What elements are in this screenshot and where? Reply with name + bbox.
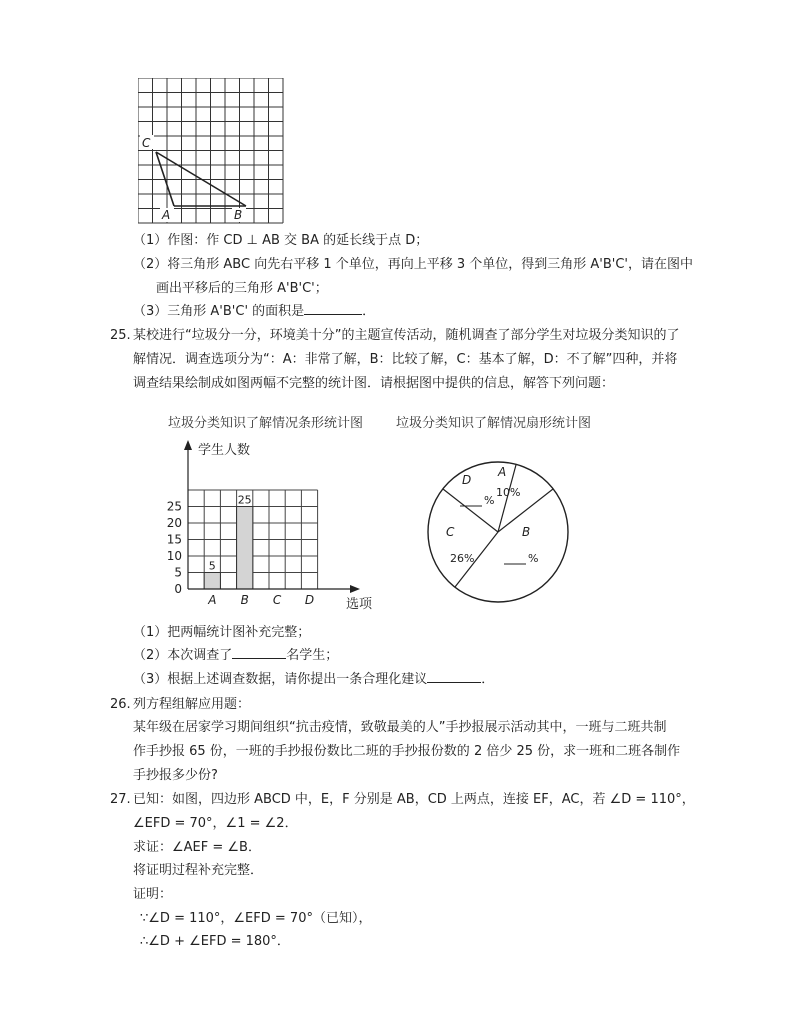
x-tick-label: B: [240, 593, 249, 607]
q25-line1: 某校进行“垃圾分一分，环境美十分”的主题宣传活动，随机调查了部分学生对垃圾分类知识的了: [133, 328, 680, 343]
pie-slice-label-d: D: [462, 473, 472, 487]
q25-sub3: [133, 671, 494, 689]
q27-line3: 求证：∠AEF = ∠B．: [133, 840, 261, 855]
bar-b: [237, 507, 253, 590]
y-tick-label: 5: [174, 565, 182, 580]
q26-line1: 某年级在居家学习期间组织“抗击疫情，致敬最美的人”手抄报展示活动其中，一班与二班共制: [133, 720, 667, 735]
bar-chart-title: 垃圾分类知识了解情况条形统计图: [168, 416, 364, 431]
bar-chart: [158, 408, 388, 614]
q25-sub3-pre: （3）根据上述调查数据，请你提出一条合理化建议: [133, 672, 428, 687]
q24-item2-line2: 画出平移后的三角形 A'B'C'；: [156, 281, 328, 296]
q26-title: 列方程组解应用题：: [133, 697, 251, 712]
x-tick-label: D: [304, 593, 315, 607]
grid-figure: [138, 78, 288, 228]
pie-slice-label-c: C: [446, 525, 455, 539]
q25-sub3-post: ．: [481, 672, 495, 687]
q26-line3: 手抄报多少份?: [133, 768, 218, 783]
q25-sub2-pre: （2）本次调查了: [133, 648, 233, 663]
bar-a: [204, 573, 220, 590]
y-tick-label: 15: [166, 532, 182, 547]
x-axis-label: 选项: [346, 597, 373, 612]
q24-item1: （1）作图：作 CD ⊥ AB 交 BA 的延长线于点 D；: [133, 233, 429, 248]
pie-slice-label-a: A: [498, 465, 507, 479]
q24-item3: [133, 303, 375, 321]
q24-item3-text: （3）三角形 A'B'C' 的面积是: [133, 304, 305, 319]
q26-line2: 作手抄报 65 份，一班的手抄报份数比二班的手抄报份数的 2 倍少 25 份，求一班和二班各制作: [133, 744, 681, 759]
q25-sub2-post: 名学生；: [286, 648, 339, 663]
y-axis-arrow: [184, 440, 192, 450]
pie-value-label: 10%: [496, 486, 521, 499]
q25-line2: 解情况．调查选项分为“：A：非常了解，B：比较了解，C：基本了解，D：不了解”四种，并将: [133, 352, 678, 367]
q25-line3: 调查结果绘制成如图两幅不完整的统计图．请根据图中提供的信息，解答下列问题：: [133, 376, 615, 391]
point-c-label: C: [142, 136, 151, 150]
pie-value-label: %: [484, 494, 495, 507]
q27-line5: 证明：: [133, 887, 173, 902]
pie-chart-title: 垃圾分类知识了解情况扇形统计图: [396, 416, 592, 431]
pie-value-label: %: [528, 552, 539, 565]
y-tick-label: 10: [166, 549, 182, 563]
answer-blank[interactable]: [427, 682, 481, 683]
q25-sub2: [133, 647, 338, 665]
q26-number: 26.: [110, 697, 131, 712]
x-tick-label: A: [208, 593, 217, 607]
q27-line4: 将证明过程补充完整．: [133, 863, 264, 878]
q24-item3-end: ．: [362, 304, 376, 319]
q27-line1: 已知：如图，四边形 ABCD 中，E，F 分别是 AB，CD 上两点，连接 EF，AC，若 ∠D = 110°，: [133, 792, 695, 807]
bar-value-label: 5: [208, 559, 216, 573]
y-tick-label: 25: [166, 499, 182, 514]
q27-number: 27.: [110, 792, 131, 807]
q27-line6: ∵∠D = 110°，∠EFD = 70°（已知），: [140, 911, 372, 926]
pie-value-label: 26%: [450, 552, 475, 565]
bar-value-label: 25: [237, 493, 252, 507]
y-tick-label: 0: [174, 582, 182, 596]
answer-blank[interactable]: [232, 658, 286, 659]
answer-blank[interactable]: [304, 314, 362, 315]
q24-item2-line1: （2）将三角形 ABC 向先右平移 1 个单位，再向上平移 3 个单位，得到三角形 A'B'C'，请在图中: [133, 257, 694, 272]
pie-chart: [388, 408, 628, 614]
point-a-label: A: [162, 208, 171, 222]
q25-number: 25.: [110, 328, 131, 343]
q27-line2: ∠EFD = 70°，∠1 = ∠2．: [133, 816, 298, 831]
y-tick-label: 20: [166, 516, 182, 530]
q25-sub1: （1）把两幅统计图补充完整；: [133, 625, 311, 640]
x-tick-label: C: [272, 593, 282, 607]
q27-line7: ∴∠D + ∠EFD = 180°．: [140, 934, 290, 949]
pie-slice-label-b: B: [522, 525, 531, 539]
point-b-label: B: [234, 208, 243, 222]
x-axis-arrow: [350, 585, 360, 593]
y-axis-label: 学生人数: [198, 443, 251, 458]
